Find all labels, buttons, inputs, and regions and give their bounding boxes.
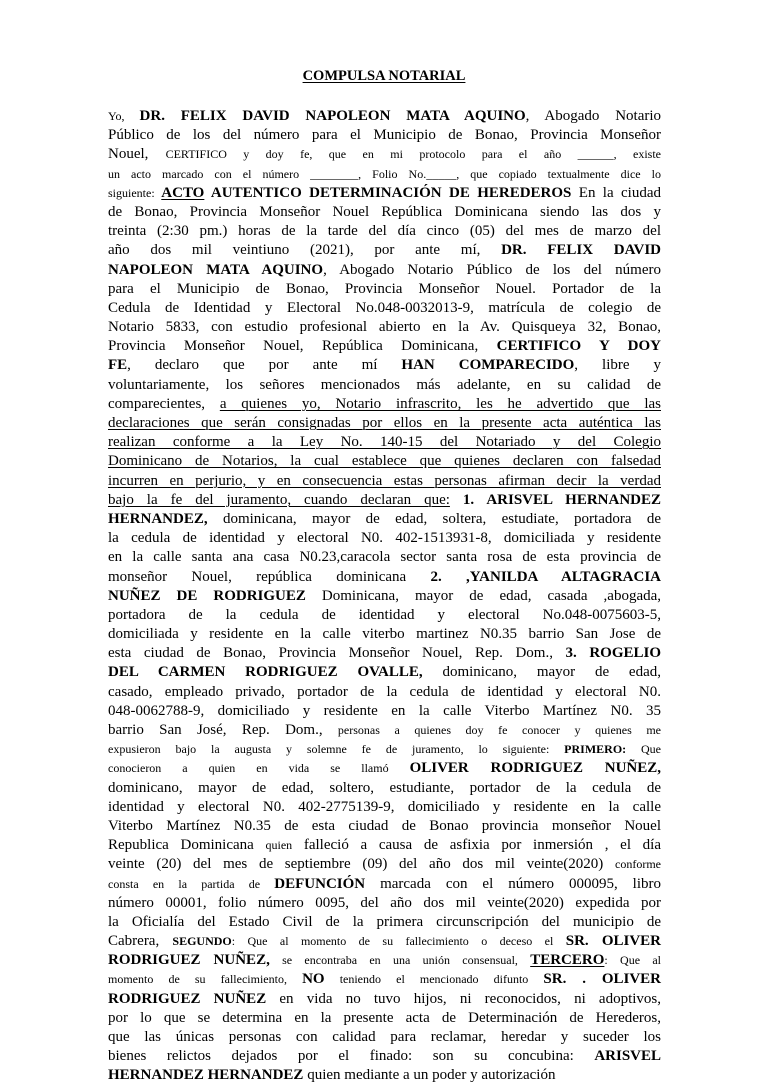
text-segment: personas a quienes doy fe conocer y quienes me — [337, 723, 661, 737]
text-segment: NO — [302, 971, 325, 988]
text-segment: la Oficialía del Estado Civil de la primera circunscripción del municipio de — [108, 913, 661, 930]
text-segment: 048-0062788-9, domiciliado y residente en la calle Viterbo Martínez N0. 35 — [108, 702, 661, 719]
text-segment: En la ciudad — [571, 184, 661, 201]
text-segment: dominicana, mayor de edad, soltera, estudiate, portadora de — [207, 510, 661, 527]
text-segment: Dominicana, mayor de edad, casada ,abogada, — [305, 587, 662, 604]
document-body — [108, 107, 661, 1086]
text-line — [108, 491, 661, 510]
text-segment: conforme — [615, 857, 661, 872]
text-segment: domiciliada y residente en la calle viterbo martinez N0.35 barrio San Jose de — [108, 626, 661, 643]
text-segment: a quienes yo, Notario infrascrito, les he advertido que las — [219, 395, 661, 412]
text-segment: comparecientes, — [108, 395, 220, 412]
text-line — [108, 932, 661, 951]
text-segment: conocieron a quien en vida se llamó — [108, 761, 410, 776]
text-segment: RODRIGUEZ NUÑEZ, — [108, 952, 270, 969]
text-line — [108, 203, 661, 222]
text-segment: un acto marcado con el número ________, Folio No._____, que copiado textualmente dice lo — [108, 166, 661, 181]
text-segment: consta en la partida de — [108, 876, 275, 891]
text-segment: incurren en perjurio, y en consecuencia estas personas afirman decir la verdad — [108, 472, 661, 489]
text-segment: en vida no tuvo hijos, ni reconocidos, ni adoptivos, — [266, 990, 661, 1007]
text-line — [108, 472, 661, 491]
text-line — [108, 452, 661, 471]
text-line — [108, 798, 661, 817]
text-line — [108, 663, 661, 682]
text-segment: , Abogado Notario Público de los del número — [323, 261, 661, 278]
text-segment: identidad y electoral N0. 402-2775139-9, domiciliado y residente en la calle — [108, 798, 661, 815]
text-line — [108, 414, 661, 433]
text-line — [108, 337, 661, 356]
text-segment: , libre y — [574, 357, 661, 374]
text-segment: Público de los del número para el Municipio de Bonao, Provincia Monseñor — [108, 127, 661, 144]
text-line — [108, 970, 661, 989]
text-line — [108, 184, 661, 203]
text-segment: la cedula de identidad y electoral N0. 402-1513931-8, domiciliada y residente — [108, 530, 661, 547]
text-segment: teniendo el mencionado difunto — [324, 972, 544, 987]
text-segment: Que — [626, 742, 661, 757]
text-line — [108, 126, 661, 145]
text-line — [108, 1028, 661, 1047]
text-segment: 3. ROGELIO — [565, 645, 662, 662]
text-segment: PRIMERO: — [564, 742, 627, 757]
text-segment: DEFUNCIÓN — [274, 875, 366, 892]
text-segment: ARISVEL — [594, 1048, 661, 1065]
text-line — [108, 875, 661, 894]
text-segment: NUÑEZ DE RODRIGUEZ — [108, 587, 306, 604]
text-line — [108, 721, 661, 740]
text-segment: dominicano, mayor de edad, soltero, estudiante, portador de la cedula de — [108, 779, 661, 796]
text-segment: TERCERO — [530, 952, 605, 969]
text-segment: Nouel, — [108, 146, 166, 163]
text-segment: SEGUNDO — [172, 934, 232, 949]
text-line — [108, 855, 661, 874]
text-segment: DEL CARMEN RODRIGUEZ OVALLE, — [108, 664, 423, 681]
text-segment: casado, empleado privado, portador de la cedula de identidad y electoral N0. — [108, 683, 661, 700]
text-segment: quien — [265, 838, 293, 853]
text-segment: voluntariamente, los señores mencionados más adelante, en su calidad de — [108, 376, 661, 393]
text-segment: OLIVER RODRIGUEZ NUÑEZ, — [409, 760, 661, 777]
text-segment: CERTIFICO Y DOY — [496, 338, 661, 355]
text-segment: Viterbo Martínez N0.35 de esta ciudad de Bonao provincia monseñor Nouel — [108, 817, 661, 834]
text-line — [108, 376, 661, 395]
text-line — [108, 1047, 661, 1066]
text-line — [108, 913, 661, 932]
text-line — [108, 836, 661, 855]
text-segment: bienes relictos dejados por el finado: son su concubina: — [108, 1048, 595, 1065]
text-line — [108, 548, 661, 567]
text-line — [108, 1009, 661, 1028]
text-line — [108, 261, 661, 280]
text-line — [108, 1066, 661, 1085]
text-segment: HERNANDEZ, — [108, 510, 208, 527]
text-segment: número 00001, folio número 0095, del año dos mil veinte(2020) expedida por — [108, 894, 661, 911]
text-line — [108, 318, 661, 337]
text-segment: siguiente: — [108, 185, 162, 200]
text-line — [108, 433, 661, 452]
text-segment: dominicano, mayor de edad, — [422, 664, 661, 681]
text-segment: monseñor Nouel, república dominicana — [108, 568, 431, 585]
text-line — [108, 299, 661, 318]
text-segment: Cedula de Identidad y Electoral No.048-0032013-9, matrícula de colegio de — [108, 299, 661, 316]
text-line — [108, 529, 661, 548]
text-segment — [450, 492, 463, 508]
text-segment: año dos mil veintiuno (2021), por ante mí, — [108, 242, 502, 259]
text-segment: Cabrera, — [108, 933, 173, 950]
text-line — [108, 606, 661, 625]
text-segment: HAN COMPARECIDO — [401, 357, 575, 374]
text-segment: momento de su fallecimiento, — [108, 972, 303, 987]
text-segment: se encontraba en una unión consensual, — [269, 953, 531, 968]
text-line — [108, 779, 661, 798]
text-line — [108, 510, 661, 529]
text-line — [108, 568, 661, 587]
text-segment: , declaro que por ante mí — [127, 357, 402, 374]
text-line — [108, 894, 661, 913]
text-segment: falleció a causa de asfixia por inmersión , el día — [292, 837, 662, 854]
text-segment: RODRIGUEZ NUÑEZ — [108, 990, 267, 1007]
text-segment: : Que al momento de su fallecimiento o deceso el — [231, 934, 566, 949]
text-line — [108, 241, 661, 260]
text-segment: 1. ARISVEL HERNANDEZ — [462, 491, 661, 508]
text-segment: para el Municipio de Bonao, Provincia Monseñor Nouel. Portador de la — [108, 280, 661, 297]
text-segment: ACTO — [161, 184, 205, 201]
text-line — [108, 587, 661, 606]
text-segment: en la calle santa ana casa N0.23,caracola sector santa rosa de esta provincia de — [108, 549, 661, 566]
text-line — [108, 165, 661, 184]
text-line — [108, 759, 661, 778]
text-line — [108, 817, 661, 836]
text-segment: 2. ,YANILDA ALTAGRACIA — [430, 568, 661, 585]
text-line — [108, 625, 661, 644]
text-segment: HERNANDEZ HERNANDEZ — [108, 1067, 304, 1084]
text-line — [108, 990, 661, 1009]
text-segment: por lo que se determina en la presente acta de Determinación de Herederos, — [108, 1009, 661, 1026]
text-line — [108, 222, 661, 241]
text-segment: barrio San José, Rep. Dom., — [108, 722, 338, 738]
text-segment: AUTENTICO DETERMINACIÓN DE HEREDEROS — [204, 184, 572, 201]
document-title: COMPULSA NOTARIAL — [302, 68, 466, 84]
text-line — [108, 145, 661, 164]
text-segment: , Abogado Notario — [525, 108, 662, 124]
text-line — [108, 107, 661, 126]
text-segment: veinte (20) del mes de septiembre (09) del año dos mil veinte(2020) — [108, 856, 616, 873]
text-segment: FE — [108, 357, 128, 374]
text-segment: Dominicano de Notarios, la cual establece que quienes declaren con falsedad — [108, 453, 661, 470]
text-segment: esta ciudad de Bonao, Provincia Monseñor Nouel, Rep. Dom., — [108, 645, 566, 662]
text-segment: SR. OLIVER — [565, 933, 661, 950]
text-line — [108, 951, 661, 970]
text-segment: quien mediante a un poder y autorización — [303, 1067, 556, 1084]
text-segment: expusieron bajo la augusta y solemne fe de juramento, lo siguiente: — [108, 742, 565, 757]
text-segment: NAPOLEON MATA AQUINO — [108, 261, 324, 278]
text-segment: realizan conforme a la Ley No. 140-15 del Notariado y del Colegio — [108, 434, 661, 451]
text-segment: DR. FELIX DAVID — [501, 242, 661, 259]
text-segment: CERTIFICO y doy fe, que en mi protocolo para el año ______, existe — [165, 147, 661, 162]
text-segment: Provincia Monseñor Nouel, República Dominicana, — [108, 338, 497, 355]
text-segment: Notario 5833, con estudio profesional abierto en la Av. Quisqueya 32, Bonao, — [108, 319, 661, 336]
text-segment: que las únicas personas con calidad para reclamar, heredar y suceder los — [108, 1029, 661, 1045]
text-segment: : Que al — [604, 953, 661, 968]
text-segment: Yo, — [108, 109, 140, 123]
text-line — [108, 702, 661, 721]
text-line — [108, 395, 661, 414]
text-line — [108, 356, 661, 375]
text-line — [108, 740, 661, 759]
text-segment: bajo la fe del juramento, cuando declaran que: — [108, 491, 450, 508]
text-segment: DR. FELIX DAVID NAPOLEON MATA AQUINO — [139, 108, 526, 124]
text-segment: portadora de la cedula de identidad y electoral No.048-0075603-5, — [108, 606, 661, 623]
text-segment: de Bonao, Provincia Monseñor Nouel República Dominicana siendo las dos y — [108, 203, 661, 220]
text-segment: declaraciones que serán consignadas por ellos en la presente acta auténtica las — [108, 415, 661, 431]
text-line — [108, 644, 661, 663]
text-segment: treinta (2:30 pm.) horas de la tarde del día cinco (05) del mes de marzo del — [108, 223, 661, 240]
text-line — [108, 683, 661, 702]
text-segment: SR. . OLIVER — [543, 971, 661, 988]
text-segment: marcada con el número 000095, libro — [365, 875, 661, 892]
text-segment: Republica Dominicana — [108, 837, 266, 854]
text-line — [108, 280, 661, 299]
